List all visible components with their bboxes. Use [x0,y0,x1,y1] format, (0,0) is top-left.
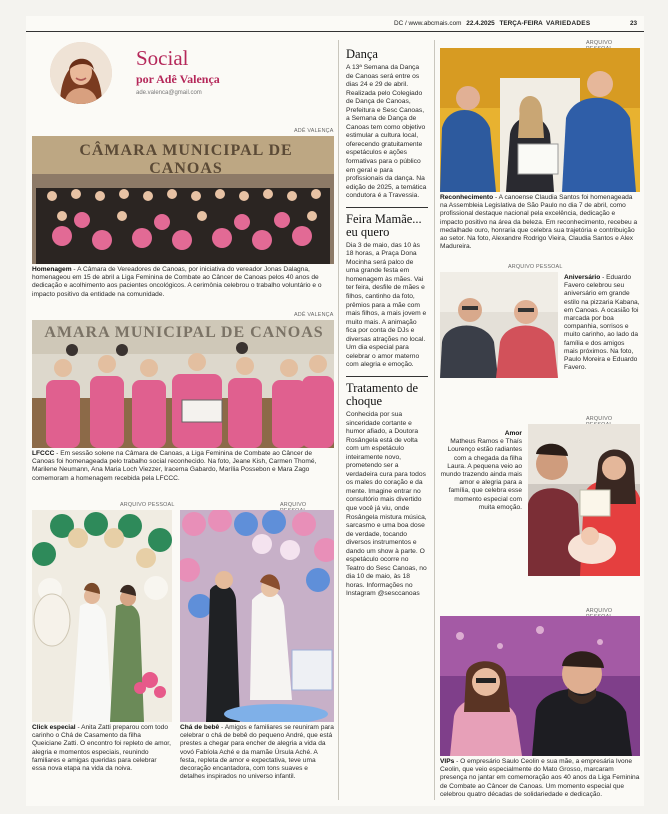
photo-credit: ARQUIVO PESSOAL [508,264,563,270]
publication-name: DC / www.abcmais.com [394,20,462,27]
caption-text: - Anita Zatti preparou com todo carinho o Chá de Casamento da filha Queiciane Zatti. O encontro foi repleto de amor, alegria e momentos especiais, reunindo familiares e amigas queridas para celebrar essa nova etapa na vida da noiva. [32,724,171,773]
homenagem-photo [32,136,334,264]
caption-lead: Click especial [32,724,76,731]
caption-lead: VIPs [440,758,455,765]
caption-lead: Reconhecimento [440,194,494,201]
caption-text: - Eduardo Favero celebrou seu aniversário em grande estilo na pizzaria Kabana, em Canoas. A ocasião foi marcada por boa companhia, sorrisos e muito carinho, ao lado da família e dos amigos mais próximos. Na foto, Paulo Moreira e Eduardo Favero. [564,274,640,372]
photo-sign-text: AMARA MUNICIPAL DE CANOAS [44,324,324,341]
photo-credit: ARQUIVO [586,416,613,422]
caption-lead: Aniversário [564,274,601,281]
middle-column [346,38,428,599]
caption-text: - A Câmara de Vereadores de Canoas, por iniciativa do vereador Jonas Dalagna, homenageou em 15 de abril a Liga Feminina de Combate ao Câncer de Canoas pelos 40 anos de dedicação e acolhimento aos pacientes oncológicos. A cerimônia celebrou o trabalho voluntário e o impacto positivo da entidade na comunidade. [32,266,322,298]
page-number: 23 [630,20,638,27]
caption-text: - Em sessão solene na Câmara de Canoas, a Liga Feminina de Combate ao Câncer de Canoas foi homenageada pelo trabalho social reconhecido. Na foto, Jeane Kish, Carmen Thomé, Marilene Neumann, Ana Maria Loch Viezzer, Iracema Gabardo, Marília Possebon e Mara Zago comemoram a homenagem recebida pela LFCCC. [32,450,317,482]
caption-text: - O empresário Saulo Ceolin e sua mãe, a empresária Ivone Ceolin, que veio especialmente do Mato Grosso, marcaram presença no jantar em comemoração aos 40 anos da Liga Feminina de Combate ao Câncer de Canoas. Um momento especial que celebrou quatro décadas de solidariedade e dedicação. [440,758,640,798]
aniversario-caption [564,274,640,372]
columnist-avatar [50,42,112,104]
photo-credit: ARQUIVO [586,40,613,46]
cha-de-bebe-photo [180,510,334,722]
homenagem-caption [32,266,334,299]
caption-text: Matheus Ramos e Thaís Lourenço estão radiantes com a chegada da filha Laura. A pequena veio ao mundo trazendo ainda mais amor e alegria para a família, que celebra esse momento especial com muita emoção. [440,438,522,511]
vips-caption [440,758,640,799]
click-especial-caption [32,724,172,773]
photo-credit: ADÊ VALENÇA [294,312,334,318]
amor-caption [440,430,522,512]
column-divider [434,40,435,800]
columnist-email[interactable]: ade.valenca@gmail.com [136,90,202,96]
column-title: Social [136,46,189,70]
lfccc-photo [32,320,334,448]
lfccc-caption [32,450,334,483]
section-name: VARIEDADES [546,20,591,27]
amor-photo [528,424,640,576]
danca-heading: Dança [346,47,378,61]
page-header [26,16,644,32]
reconhecimento-caption [440,194,640,251]
column-divider [338,40,339,800]
photo-credit: ARQUIVO [586,608,613,614]
column-byline: por Adê Valença [136,72,220,86]
reconhecimento-photo [440,48,640,192]
newspaper-page [26,16,644,806]
section-divider [346,207,428,208]
caption-text: - A canoense Claudia Santos foi homenageada na Assembleia Legislativa de São Paulo no dia 7 de abril, como profissional destaque nacional pela excelência, dedicação e impacto positivo na área da beleza. Em reconhecimento, recebeu a medalhade ouro, honraria que celebra sua trajetória e contribuição ao setor. Na foto, Alexandre Rodrigo Vieira, Claudia Santos e Alex Madureira. [440,194,638,251]
vips-photo [440,616,640,756]
publication-date: 22.4.2025 [466,20,495,27]
photo-credit: ARQUIVO PESSOAL [120,502,175,508]
choque-heading: Tratamento de choque [346,380,419,408]
aniversario-photo [440,272,558,378]
caption-lead: Homenagem [32,266,72,273]
photo-credit: ADÊ VALENÇA [294,128,334,134]
caption-lead: Amor [504,430,522,437]
photo-credit: ARQUIVO [280,502,307,508]
photo-sign-text: CÂMARA MUNICIPAL DE CANOAS [79,142,293,177]
section-divider [346,376,428,377]
caption-lead: LFCCC [32,450,55,457]
feira-heading: Feira Mamãe... eu quero [346,211,422,239]
feira-text: Dia 3 de maio, das 10 às 18 horas, a Praça Dona Mocinha será palco de uma grande festa em homenagem às mães. Vai ter feira, desfile de mães e filhos, cantinho da foto, prêmios para a mãe com mais filhos, a mais jovem e muito mais. A animação fica por conta de DJs e diversas atrações no local. Um dia especial para celebrar o amor materno com alegria e emoção. [346,241,427,369]
cha-de-bebe-caption [180,724,334,781]
caption-text: - Amigos e familiares se reuniram para celebrar o chá de bebê do pequeno André, que está prestes a chegar para encher de alegria a vida da vovó Fabíola Aché e da mamãe Úrsula Aché. A festa, repleta de amor e expectativa, teve uma decoração encantadora, com tons suaves e detalhes inspirados no universo infantil. [180,724,334,781]
danca-text: A 13ª Semana da Dança de Canoas será entre os dias 24 e 29 de abril. Realizada pelo Colegiado de Dança de Canoas, Prefeitura e Sesc Canoas, a Semana de Dança de Canoas tem como objetivo estimular a cultura local, oferecendo gratuitamente espetáculos e ações formativas para o público em geral e para profissionais da dança. Na edição de 2025, a temática condutora é a Travessia. [346,64,427,200]
caption-lead: Chá de bebê [180,724,220,731]
publication-weekday: TERÇA-FEIRA [499,20,543,27]
publication-info [394,20,543,27]
choque-text: Conhecida por sua sinceridade cortante e humor afiado, a Doutora Rosângela está de volta com um espetáculo inteiramente novo, prometendo ser a verdadeira cura para todos os males do coração e da mente. Imagine entrar no consultório mais divertido que você já viu, onde Rosângela mistura música, sarcasmo e uma boa dose de verdade, tocando diversos instrumentos e dando um show à parte. O espetáculo ocorre no Teatro do Sesc Canoas, no dia 10 de maio, às 18 horas. Informações no Instagram @sesccanoas [346,410,427,598]
click-especial-photo [32,510,172,722]
